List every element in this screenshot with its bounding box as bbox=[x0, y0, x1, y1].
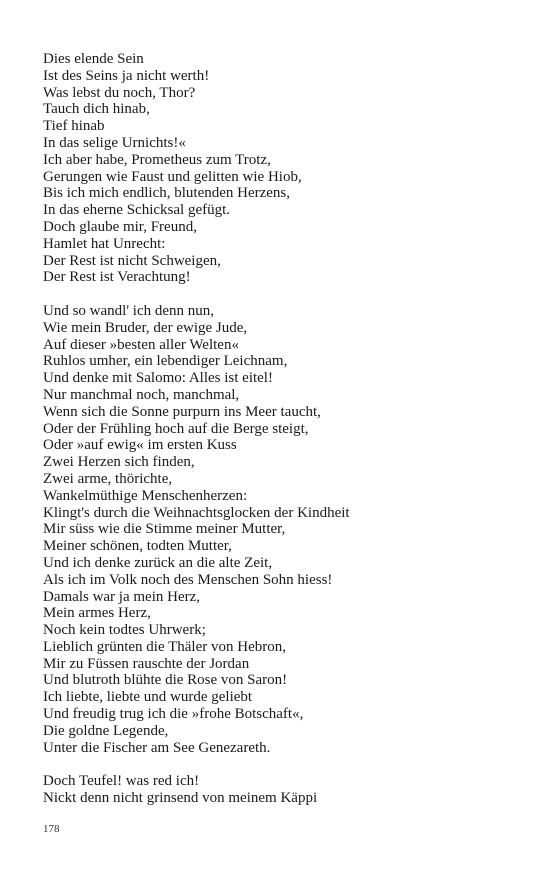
poem-line: Doch Teufel! was red ich! bbox=[43, 773, 200, 790]
poem-line: Wie mein Bruder, der ewige Jude, bbox=[43, 319, 248, 336]
poem-line: Und freudig trug ich die »frohe Botschaft«, bbox=[43, 706, 304, 723]
poem-line: Hamlet hat Unrecht: bbox=[43, 235, 166, 252]
poem-line: In das eherne Schicksal gefügt. bbox=[43, 202, 231, 219]
poem-line: Was lebst du noch, Thor? bbox=[43, 84, 196, 101]
poem-line: Wenn sich die Sonne purpurn ins Meer taucht, bbox=[43, 403, 321, 420]
poem-line: Und blutroth blühte die Rose von Saron! bbox=[43, 672, 288, 689]
poem-text bbox=[43, 51, 523, 807]
poem-line: Auf dieser »besten aller Welten« bbox=[43, 336, 239, 353]
poem-line: Lieblich grünten die Thäler von Hebron, bbox=[43, 638, 286, 655]
poem-line: Dies elende Sein bbox=[43, 51, 144, 67]
poem-line: Oder der Frühling hoch auf die Berge steigt, bbox=[43, 420, 309, 437]
poem-line: Gerungen wie Faust und gelitten wie Hiob, bbox=[43, 168, 302, 185]
poem-line: Wankelmüthige Menschenherzen: bbox=[43, 487, 248, 504]
poem-line: Der Rest ist Verachtung! bbox=[43, 269, 191, 286]
poem-line: Zwei arme, thörichte, bbox=[43, 470, 173, 487]
poem-line: Oder »auf ewig« im ersten Kuss bbox=[43, 437, 237, 454]
poem-line: Bis ich mich endlich, blutenden Herzens, bbox=[43, 185, 291, 202]
poem-line: Meiner schönen, todten Mutter, bbox=[43, 538, 232, 555]
stanza bbox=[43, 303, 523, 757]
poem-line: Als ich im Volk noch des Menschen Sohn hiess! bbox=[43, 571, 333, 588]
poem-line: Tief hinab bbox=[43, 118, 105, 135]
poem-line: Ich liebte, liebte und wurde geliebt bbox=[43, 689, 253, 706]
poem-line: Mir süss wie die Stimme meiner Mutter, bbox=[43, 521, 286, 538]
poem-line: Nur manchmal noch, manchmal, bbox=[43, 386, 240, 403]
poem-line: In das selige Urnichts!« bbox=[43, 134, 186, 151]
poem-line: Damals war ja mein Herz, bbox=[43, 588, 201, 605]
poem-line: Und denke mit Salomo: Alles ist eitel! bbox=[43, 370, 273, 387]
poem-line: Die goldne Legende, bbox=[43, 722, 169, 739]
poem-line: Unter die Fischer am See Genezareth. bbox=[43, 739, 271, 756]
poem-line: Ich aber habe, Prometheus zum Trotz, bbox=[43, 151, 271, 168]
stanza bbox=[43, 51, 523, 286]
poem-line: Und so wandl' ich denn nun, bbox=[43, 302, 215, 319]
poem-line: Noch kein todtes Uhrwerk; bbox=[43, 622, 206, 639]
poem-line: Mir zu Füssen rauschte der Jordan bbox=[43, 655, 250, 672]
poem-line: Und ich denke zurück an die alte Zeit, bbox=[43, 554, 273, 571]
poem-line: Der Rest ist nicht Schweigen, bbox=[43, 252, 221, 269]
stanza bbox=[43, 773, 523, 807]
poem-line: Doch glaube mir, Freund, bbox=[43, 218, 197, 235]
poem-line: Tauch dich hinab, bbox=[43, 101, 150, 118]
poem-line: Ruhlos umher, ein lebendiger Leichnam, bbox=[43, 353, 288, 370]
page-number: 178 bbox=[43, 823, 60, 835]
poem-line: Nickt denn nicht grinsend von meinem Käppi bbox=[43, 790, 318, 807]
poem-line: Klingt's durch die Weihnachtsglocken der Kindheit bbox=[43, 504, 350, 521]
poem-line: Mein armes Herz, bbox=[43, 605, 151, 622]
poem-line: Ist des Seins ja nicht werth! bbox=[43, 67, 210, 84]
poem-line: Zwei Herzen sich finden, bbox=[43, 454, 195, 471]
